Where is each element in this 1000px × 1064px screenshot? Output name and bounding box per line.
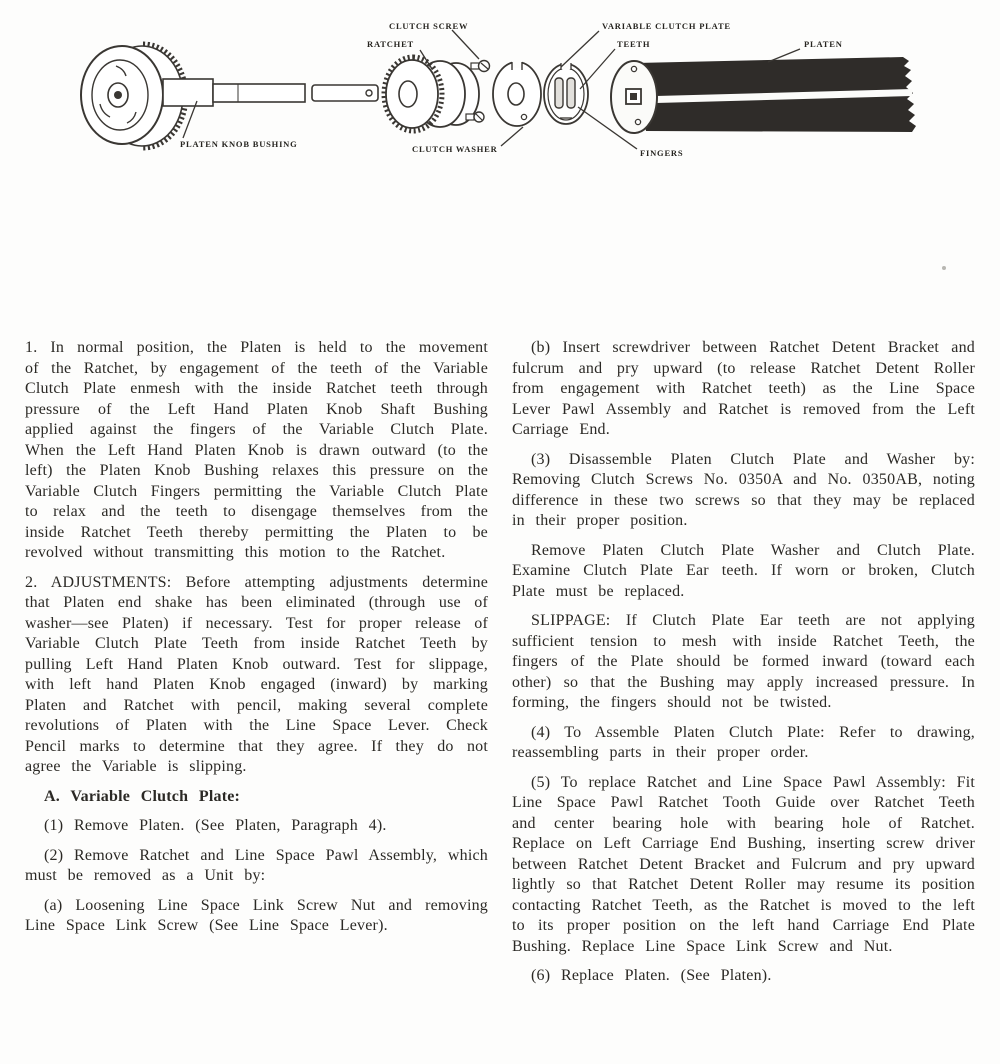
scan-artifact: [942, 266, 946, 270]
right-column: [512, 338, 975, 996]
text-columns: [0, 338, 1000, 996]
variable-clutch-plate-drawing: [544, 62, 588, 124]
ratchet-label: RATCHET: [367, 39, 415, 49]
left-column: [25, 338, 488, 996]
teeth-label: TEETH: [617, 39, 651, 49]
clutch-screw-label: CLUTCH SCREW: [389, 21, 469, 31]
paragraph: (b) Insert screwdriver between Ratchet Detent Bracket and fulcrum and pry upward (to release Ratchet Detent Roller from engagement with Ratchet teeth) as the Line Space Lever Pawl Assembly and Ratchet is removed from the Left Carriage End.: [512, 339, 975, 438]
paragraph: (4) To Assemble Platen Clutch Plate: Refer to drawing, reassembling parts in their proper order.: [512, 723, 975, 761]
platen-assembly-diagram: [0, 0, 1000, 310]
clutch-washer-drawing: [493, 60, 541, 126]
paragraph: (5) To replace Ratchet and Line Space Pawl Assembly: Fit Line Space Pawl Ratchet Tooth Guide over Ratchet Teeth and center bearing hole with bearing hole of Ratchet. Replace on Left Carriage End Bushing, inserting screw driver between Ratchet Detent Bracket and Fulcrum and pry upward lightly so that Ratchet Detent Roller may resume its position contacting Ratchet Teeth, as the Ratchet is moved to the left to its proper position on the left hand Carriage End Plate Bushing. Replace Line Space Link Screw and Nut.: [512, 773, 975, 955]
paragraph: (3) Disassemble Platen Clutch Plate and Washer by: Removing Clutch Screws No. 0350A and No. 0350AB, noting difference in these two screws so that they may be replaced in their proper position.: [512, 450, 975, 529]
variable-clutch-plate-label: VARIABLE CLUTCH PLATE: [602, 21, 731, 31]
paragraph: 1. In normal position, the Platen is held to the movement of the Ratchet, by engagement of the teeth of the Variable Clutch Plate enmesh with the inside Ratchet teeth through pressure of the Left Hand Platen Knob Shaft Bushing applied against the fingers of the Variable Clutch Plate. When the Left Hand Platen Knob is drawn outward (to the left) the Platen Knob Bushing relaxes this pressure on the Variable Clutch Fingers permitting the Variable Clutch Plate to relax and the teeth to disengage themselves from the inside Ratchet Teeth thereby permitting the Platen to be revolved without transmitting this motion to the Ratchet.: [25, 339, 488, 561]
leader-teeth: [580, 49, 615, 89]
platen-knob-bushing-label: PLATEN KNOB BUSHING: [180, 139, 298, 149]
section-heading: A. Variable Clutch Plate:: [44, 787, 241, 805]
clutch-washer-label: CLUTCH WASHER: [412, 144, 498, 154]
paragraph: (1) Remove Platen. (See Platen, Paragraph 4).: [44, 817, 387, 834]
paragraph: SLIPPAGE: If Clutch Plate Ear teeth are not applying sufficient tension to mesh with inside Ratchet Teeth, the fingers of the Plate should be formed inward (toward each other) so that the Bushing may apply increased pressure. In forming, the fingers should not be twisted.: [512, 612, 975, 711]
leader-clutch-washer: [501, 127, 523, 146]
platen-label: PLATEN: [804, 39, 843, 49]
paragraph: (a) Loosening Line Space Link Screw Nut and removing Line Space Link Screw (See Line Space Lever).: [25, 896, 488, 934]
paragraph: (6) Replace Platen. (See Platen).: [531, 967, 772, 984]
paragraph: 2. ADJUSTMENTS: Before attempting adjustments determine that Platen end shake has been eliminated (through use of washer—see Platen) if necessary. Test for proper release of Variable Clutch Plate Teeth from inside Ratchet Teeth by pulling Left Hand Platen Knob outward. Test for slippage, with left hand Platen Knob engaged (inward) by marking Platen and Ratchet with pencil, making several complete revolutions of Platen with the Line Space Lever. Check Pencil marks to determine that they agree. If they do not agree the Variable is slipping.: [25, 573, 488, 775]
fingers-label: FINGERS: [640, 148, 684, 158]
paragraph: Remove Platen Clutch Plate Washer and Clutch Plate. Examine Clutch Plate Ear teeth. If worn or broken, Clutch Plate must be replaced.: [512, 541, 975, 600]
platen-drawing: [611, 57, 916, 133]
leader-clutch-screw: [452, 30, 479, 59]
platen-shaft-drawing: [163, 79, 378, 106]
leader-variable-clutch-plate: [561, 31, 599, 67]
paragraph: (2) Remove Ratchet and Line Space Pawl Assembly, which must be removed as a Unit by:: [25, 846, 488, 884]
